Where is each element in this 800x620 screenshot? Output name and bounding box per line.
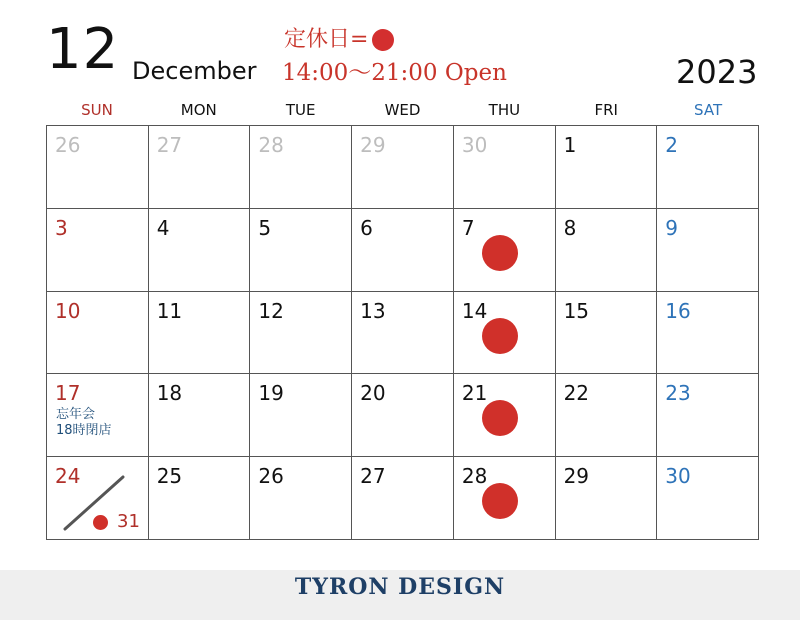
day-number: 20: [360, 381, 386, 406]
day-number: 4: [156, 215, 170, 240]
day-number: 9: [665, 215, 679, 240]
day-number: 26: [55, 133, 81, 157]
day-number: 16: [665, 298, 691, 323]
day-cell: [454, 292, 556, 375]
day-cell: [352, 292, 454, 375]
day-cell: [352, 126, 454, 209]
weekday-fri: FRI: [594, 101, 618, 119]
weekday-header: [46, 98, 759, 122]
day-number: 2: [665, 133, 679, 157]
day-number: 15: [563, 298, 590, 323]
day-cell: [250, 292, 352, 375]
year: 2023: [676, 53, 758, 91]
calendar-grid: [46, 125, 759, 540]
day-cell: [352, 209, 454, 292]
weekday-mon: MON: [180, 101, 217, 119]
month-number: 12: [46, 17, 120, 82]
day-cell: [454, 209, 556, 292]
weekday-wed: WED: [384, 101, 421, 119]
day-number: 22: [563, 381, 590, 406]
day-cell: [556, 457, 658, 540]
weekday-tue: TUE: [285, 101, 316, 119]
day-cell: [47, 457, 149, 540]
day-number: 13: [360, 298, 386, 323]
day-number: 31: [117, 511, 140, 533]
month-name: December: [132, 57, 257, 85]
day-cell: [657, 457, 759, 540]
day-cell: [556, 292, 658, 375]
day-number: 21: [461, 381, 488, 406]
closed-marker-icon: [372, 29, 394, 51]
day-cell: [657, 209, 759, 292]
day-number: 27: [156, 133, 183, 157]
calendar-header: [0, 0, 800, 100]
weekday-thu: THU: [488, 101, 521, 119]
day-number: 18: [156, 381, 183, 406]
day-number: 30: [461, 133, 488, 157]
day-cell: [47, 126, 149, 209]
day-cell: [149, 292, 251, 375]
day-number: 25: [156, 464, 183, 489]
closed-day-marker-icon: [482, 400, 518, 436]
day-number: 23: [665, 381, 691, 406]
day-number: 30: [665, 464, 691, 489]
day-number: 1: [563, 133, 577, 157]
closed-day-marker-icon: [482, 483, 518, 519]
day-cell: [454, 457, 556, 540]
day-cell: [47, 209, 149, 292]
day-note: [56, 407, 112, 439]
day-number: 28: [461, 464, 488, 489]
day-cell: [47, 374, 149, 457]
day-number: 11: [156, 298, 183, 323]
day-cell: [149, 209, 251, 292]
opening-hours: 14:00～21:00 Open: [282, 60, 507, 86]
day-number: 27: [360, 464, 386, 489]
day-cell: [352, 374, 454, 457]
day-number: 28: [258, 133, 284, 157]
day-number: 29: [360, 133, 386, 157]
day-number: 19: [258, 381, 284, 406]
day-number: 8: [563, 215, 577, 240]
footer: [0, 570, 800, 620]
closed-day-marker-icon: [482, 318, 518, 354]
day-cell: [556, 209, 658, 292]
brand-logo: TYRON DESIGN: [294, 574, 506, 600]
day-number: 14: [461, 298, 488, 323]
day-note-line: 18時閉店: [56, 423, 112, 439]
holiday-legend-text: 定休日=: [284, 27, 369, 52]
day-cell: [556, 374, 658, 457]
holiday-legend: [284, 26, 394, 54]
day-cell: [250, 457, 352, 540]
day-number: 29: [563, 464, 590, 489]
day-cell: [47, 292, 149, 375]
day-cell: [454, 126, 556, 209]
day-cell: [657, 374, 759, 457]
day-number: 24: [55, 464, 81, 489]
day-cell: [250, 126, 352, 209]
day-cell: [657, 292, 759, 375]
day-cell: [250, 374, 352, 457]
day-number: 12: [258, 298, 284, 323]
day-number: 5: [258, 215, 272, 240]
day-cell: [657, 126, 759, 209]
day-note-line: 忘年会: [56, 407, 96, 423]
day-cell: [149, 126, 251, 209]
day-cell: [556, 126, 658, 209]
weekday-sat: SAT: [694, 101, 723, 119]
day-cell: [352, 457, 454, 540]
day-number: 3: [55, 215, 68, 240]
day-cell: [250, 209, 352, 292]
day-number: 17: [55, 381, 81, 406]
day-number: 26: [258, 464, 284, 489]
day-number: 7: [461, 215, 475, 240]
day-cell: [454, 374, 556, 457]
day-cell: [149, 374, 251, 457]
closed-day-marker-icon: [482, 235, 518, 271]
day-cell: [149, 457, 251, 540]
weekday-sun: SUN: [81, 101, 113, 119]
day-number: 10: [55, 298, 81, 323]
day-number: 6: [360, 215, 373, 240]
